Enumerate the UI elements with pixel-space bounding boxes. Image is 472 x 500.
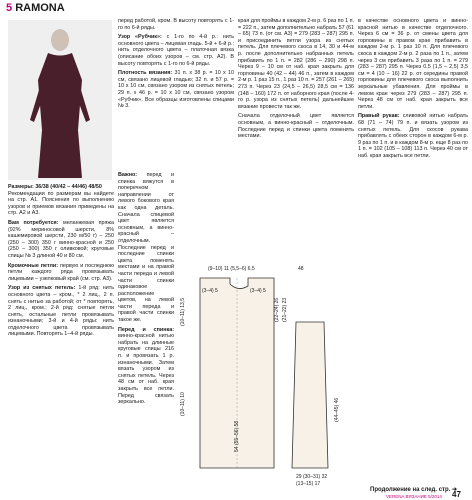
instructions-column-4 (358, 18, 468, 476)
diagram-shoulder-left: (3–4) 5 (202, 288, 218, 294)
diagram-shoulder-right: (3–4) 5 (250, 288, 266, 294)
diagram-back-label: (21–22) 23 (282, 297, 288, 322)
diagram-side-left: (10–11) 13,5 (180, 298, 186, 326)
sleeve-text: сливовой нитью набрать 68 (71 – 74) 79 п. и вязать узором из снятых петель. Для скосов рукава прибавлять с обеих сторон в каждом 6-м р. 9 раз по 1 п. и в каждом 8-м р. еще 8 раз по 1 п. = 102 (105 – 108) 113 п. Через 40 см от наб. края закрыть все петли. (358, 113, 468, 159)
journal-name: VERENA ВЯЗАНИЕ 5/2014 (386, 494, 442, 499)
needed-label: Вам потребуется: (8, 219, 59, 226)
sleeve-label: Правый рукав: (358, 113, 400, 120)
continued-note: Продолжение на след. стр. ➔ (370, 487, 458, 493)
diagram-hem-label: 29 (30–31) 32 (296, 474, 328, 480)
density-text: 31 п. х 38 р. = 10 х 10 см, связано лицевой гладью; 32 п. и 57 р. = 10 х 10 см, связано узором из снятых петель; 29 п. х 46 р. = 10 х 10 см, связано узором «Рубчик». Все образцы изготовлены спицами № 3. (118, 70, 234, 110)
instructions-column-2 (118, 18, 234, 170)
front-label: Перед и спинка: (118, 326, 174, 333)
sizes-label: Размеры: (8, 184, 34, 190)
edge-text: первую и последнюю петли каждого ряда провязывать лицевыми – узелковый край (см. стр. А3). (8, 262, 114, 282)
materials-column (8, 184, 114, 476)
front-text: винно-красной нитью набрать на длинные круговые спицы 216 п. и провязать 1 р. изнаночными. Затем вязать узором из снятых петель. Через 48 см от наб. края закрыть все петли. Перед связать зеркально. (118, 333, 174, 406)
instructions-column-3 (238, 18, 354, 262)
diagram-note-top: 48 (298, 266, 304, 272)
diagram-width-label: (10–11) 10 (180, 392, 186, 416)
diagram-bottom-label: (13–15) 17 (296, 481, 321, 487)
intro-text: перед работой, кром. В высоту повторять с 1-го по 6-й ряды. (118, 18, 234, 31)
rubik-label: Узор «Рубчик»: (118, 34, 162, 41)
pattern-schematic (178, 262, 354, 488)
page-number: 47 (452, 490, 461, 499)
col3-note: Сначала отделочный цвет является основным, а винно-красный – отделочным. Последние перед и спинки цвета поменять местами. (238, 113, 354, 140)
col4-text: в качестве основного цвета и винно-красной нитью в качестве отделочного. Через 6 см = 36 р. от смены цвета для горловины в правом крае прибавить в каждом 2-м р. 1 раз 10 п. Для плечевого скоса в каждом 2-м р. 2 раза по 1 п., затем через 3 см прибавить 3 раза по 1 п. = 279 (283 – 287) 295 п. Через 0,5 (1,5 – 2,5) 3,5 см = 4 (10 – 16) 22 р. от середины правой горловины для плечевого скоса выполнить зеркальные убавления. Для проймы в левом крае через 279 (283 – 287) 295 п. Через 48 см от наб. края закрыть все петли. (358, 18, 468, 110)
diagram-top-label: (9–10) 11 (5,5–6) 6,5 (208, 266, 255, 272)
page-header (6, 2, 65, 14)
density-label: Плотность вязания: (118, 70, 173, 77)
col3-text: края для проймы в каждом 2-м р. 6 раз по 1 п. = 222 п., затем дополнительно набрать 57 (61 – 65) 73 п. (от см. А3) = 279 (283 – 287) 295 п. и присоединить петли узора из снятых петель. Для плечевого скоса в 14, 30 и 44-м р. после дополнительно набранных петель прибавить по 1 п. = 282 (286 – 290) 298 п. Через 9 – 10 см от наб. края закрыть для горловины 40 (42 – 44) 46 п., затем в каждом 2-м р. 1 раз 15 п., 1 раз 10 п. = 257 (261 – 265) 273 п. Через 23 (24,5 – 26,5) 28,5 см = 136 (148 – 160) 172 п. от наборного края (после 4-го р. узора из снятых петель) дальнейшее вязание провести так же. (238, 18, 354, 110)
model-silhouette-image (8, 20, 112, 180)
instructions-column-2b (118, 172, 174, 482)
sleeve-piece-outline (292, 322, 328, 468)
sizes-note: Рекомендации по размерам вы найдете на стр. А1. Пояснения по выполнению узоров и приемов вязания приведены на стр. А2 и А3. (8, 190, 114, 217)
diagram-neck-label: (22–24) 26 (274, 297, 280, 322)
edge-label: Кромочные петли: (8, 262, 59, 269)
needed-text: меланжевая пряжа (92% мериносовой шерсти, 8% кашемировой шерсти, 230 м/50 г) – 250 (250 – 300) 350 г винно-красной и 250 (250 – 300) 350 г оливковой; круговые спицы № 3 длиной 40 и 80 см. (8, 219, 114, 259)
diagram-sleeve-label: (44–45) 46 (334, 397, 340, 422)
important-text: перед и спинка вяжутся в поперечном направлении от левого бокового края как одна деталь. Сначала спицевой цвет является основным, а винно-красный – отделочным. Последние перед и последние спинки цвета поменять местами и на правой части переда и левой части спинки одинаковое расположение цветов, на левой части переда и правой части спинки такое же. (118, 172, 174, 324)
model-photo (8, 20, 112, 180)
pattern-number: 5 (6, 2, 13, 14)
rubik-text: с 1-го по 4-й р.: нить основного цвета – лицевая гладь. 5-й + 6-й р.: нить отделочного цвета – платочная вязка (описание обоих узоров – см. стр. А2). В высоту повторять с 1-го по 6-й ряды. (118, 34, 234, 67)
diagram-length-label: 54 (55–56) 58 (234, 420, 240, 452)
page-footer (0, 486, 472, 500)
important-label: Важно: (118, 172, 138, 178)
sizes-text: 36/38 (40/42 – 44/46) 48/50 (35, 184, 102, 190)
pattern-label: Узор из снятых петель: (8, 285, 76, 292)
pattern-text: 1-й ряд: нить основного цвета – кром., * 2 лиц., 2 п. снять с нитью за работой; от * повторять, 2 лиц., кром.; 2-й ряд: снятые петли снять, остальные петли провязывать изнаночными; 3-й и 4-й ряды: нить отделочного цвета провязывать лицевыми. Повторять 1–4-й ряды. (8, 285, 114, 338)
pattern-title: RAMONA (15, 2, 65, 14)
